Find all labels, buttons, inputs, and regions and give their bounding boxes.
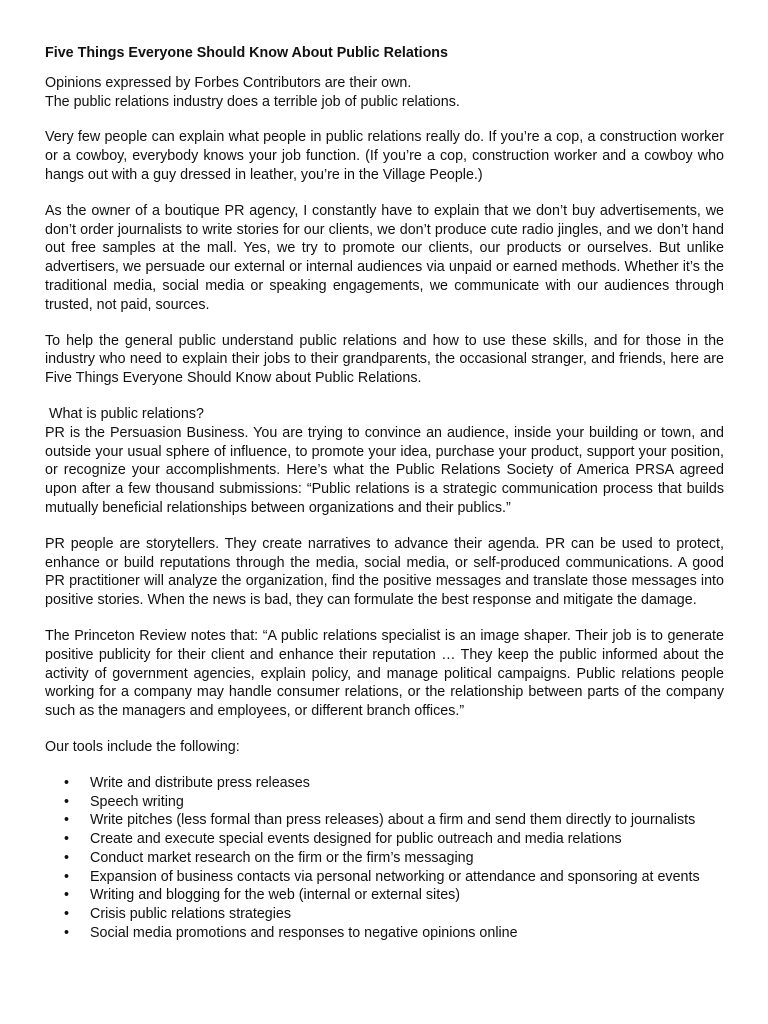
- list-item-text: Social media promotions and responses to negative opinions online: [90, 925, 518, 942]
- list-item: [45, 849, 724, 868]
- list-item-text: Create and execute special events designed for public outreach and media relations: [90, 831, 622, 848]
- list-item-text: Conduct market research on the firm or the firm’s messaging: [90, 849, 474, 866]
- tools-intro: Our tools include the following:: [45, 738, 240, 755]
- bullet-icon: •: [64, 887, 70, 904]
- bullet-icon: •: [64, 925, 70, 942]
- intro-paragraph: [45, 74, 724, 112]
- bullet-icon: •: [64, 868, 70, 885]
- bullet-icon: •: [64, 831, 70, 848]
- list-item-text: Expansion of business contacts via personal networking or attendance and sponsoring at events: [90, 868, 700, 885]
- bullet-icon: •: [64, 774, 70, 791]
- paragraph-2: As the owner of a boutique PR agency, I constantly have to explain that we don’t buy advertisements, we don’t order journalists to write stories for our clients, we don’t produce cute radio jingles, and we don’t hand out free samples at the mall. Yes, we try to promote our clients, our products or ourselves. But unlike advertisers, we persuade our external or internal audiences via unpaid or earned methods. Whether it’s the traditional media, social media or speaking engagements, we communicate with our audiences through trusted, not paid, sources.: [45, 202, 724, 313]
- intro-line-1: Opinions expressed by Forbes Contributors are their own.: [45, 74, 412, 91]
- list-item: [45, 886, 724, 905]
- list-item: [45, 924, 724, 943]
- bullet-icon: •: [64, 849, 70, 866]
- list-item: [45, 905, 724, 924]
- tools-list: [45, 774, 724, 943]
- list-item: [45, 830, 724, 849]
- paragraph-3: To help the general public understand public relations and how to use these skills, and for those in the industry who need to explain their jobs to their grandparents, the occasional stranger, and friends, here are Five Things Everyone Should Know about Public Relations.: [45, 332, 724, 387]
- bullet-icon: •: [64, 793, 70, 810]
- list-item-text: Writing and blogging for the web (internal or external sites): [90, 887, 461, 904]
- list-item-text: Speech writing: [90, 793, 184, 810]
- paragraph-6: The Princeton Review notes that: “A public relations specialist is an image shaper. Their job is to generate positive publicity for their client and enhance their reputation … They keep the public informed about the activity of government agencies, explain policy, and manage political campaigns. Public relations people working for a company may handle consumer relations, or the relationship between parts of the company such as the managers and employees, or different branch offices.”: [45, 627, 724, 720]
- bullet-icon: •: [64, 812, 70, 829]
- section-what-is-pr: [45, 405, 724, 518]
- list-item: [45, 793, 724, 812]
- bullet-icon: •: [64, 906, 70, 923]
- paragraph-1: Very few people can explain what people in public relations really do. If you’re a cop, a construction worker or a cowboy, everybody knows your job function. (If you’re a cop, construction worker and a cowboy who hangs out with a guy dressed in leather, you’re in the Village People.): [45, 129, 724, 183]
- list-item-text: Write pitches (less formal than press releases) about a firm and send them directly to journalists: [90, 812, 696, 829]
- intro-line-2: The public relations industry does a terrible job of public relations.: [45, 93, 460, 110]
- paragraph-5: PR people are storytellers. They create narratives to advance their agenda. PR can be used to protect, enhance or build reputations through the media, social media, or self-produced communications. A good PR practitioner will analyze the organization, find the positive messages and translate those messages into positive stories. When the news is bad, they can formulate the best response and mitigate the damage.: [45, 535, 724, 609]
- document-title: Five Things Everyone Should Know About Public Relations: [45, 45, 448, 61]
- list-item: [45, 774, 724, 793]
- list-item-text: Write and distribute press releases: [90, 774, 310, 791]
- document-page: [45, 44, 724, 943]
- list-item: [45, 868, 724, 887]
- question-heading: What is public relations?: [45, 405, 204, 422]
- list-item-text: Crisis public relations strategies: [90, 906, 292, 923]
- list-item: [45, 811, 724, 830]
- paragraph-4: PR is the Persuasion Business. You are trying to convince an audience, inside your building or town, and outside your usual sphere of influence, to promote your idea, purchase your product, support your position, or recognize your accomplishments. Here’s what the Public Relations Society of America PRSA agreed upon after a few thousand submissions: “Public relations is a strategic communication process that builds mutually beneficial relationships between organizations and their publics.”: [45, 424, 724, 516]
